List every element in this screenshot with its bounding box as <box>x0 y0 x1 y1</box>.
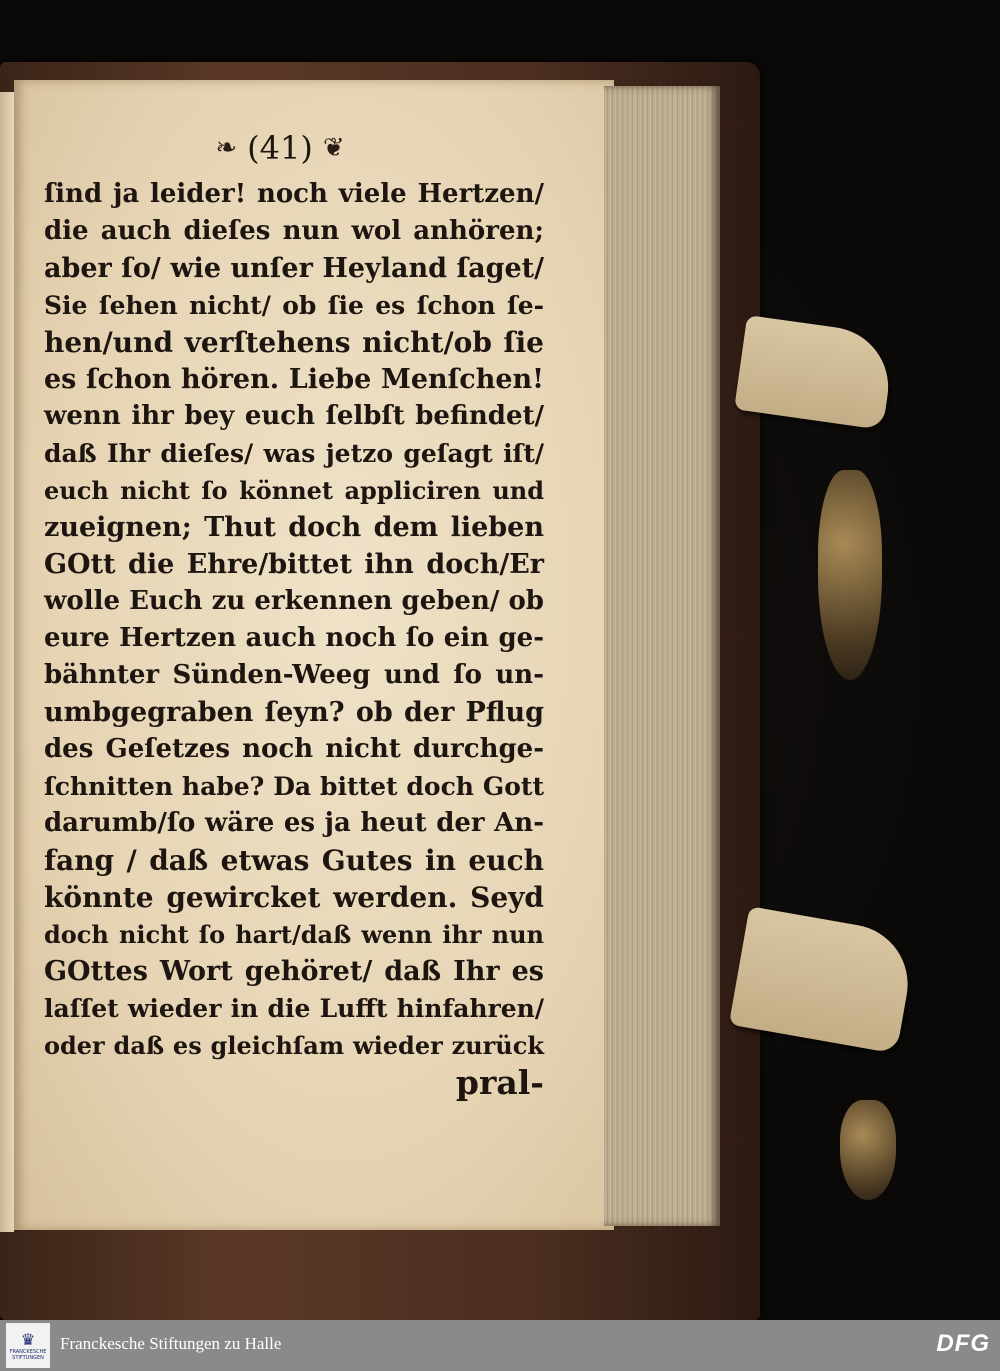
text-line: darumb/ſo wäre es ja heut der An- <box>44 808 544 838</box>
text-line: euch nicht ſo könnet appliciren und <box>44 476 544 505</box>
text-line: zueignen; Thut doch dem lieben <box>44 512 544 543</box>
text-line: eure Hertzen auch noch ſo ein ge- <box>44 623 544 653</box>
text-line: daß Ihr dieſes/ was jetzo geſagt iſt/ <box>44 439 544 468</box>
ornament-left-icon: ❧ <box>215 133 238 163</box>
footer-bar <box>0 1320 1000 1371</box>
clasp-metal-bottom <box>840 1100 896 1200</box>
text-line: GOttes Wort gehöret/ daß Ihr es <box>44 956 544 987</box>
text-line: umbgegraben ſeyn? ob der Pflug <box>44 697 544 728</box>
institution-link[interactable]: Franckesche Stiftungen zu Halle <box>60 1334 282 1353</box>
text-line: doch nicht ſo hart/daß wenn ihr nun <box>44 920 544 949</box>
text-line: könnte gewircket werden. Seyd <box>44 881 544 914</box>
page-header <box>170 128 390 168</box>
catchword: pral- <box>455 1063 544 1102</box>
dfg-logo[interactable]: DFG <box>936 1330 990 1357</box>
text-line: wenn ihr bey euch ſelbſt befindet/ <box>44 401 544 431</box>
text-line: ſind ja leider! noch viele Hertzen/ <box>44 179 544 209</box>
text-line: GOtt die Ehre/bittet ihn doch/Er <box>44 549 544 580</box>
text-line: hen/und verſtehens nicht/ob ſie <box>44 326 544 359</box>
crown-icon: ♛ <box>20 1329 36 1349</box>
page-body-text <box>44 176 544 1101</box>
text-line: die auch dieſes nun wol anhören; <box>44 216 544 246</box>
text-line: Sie ſehen nicht/ ob ſie es ſchon ſe- <box>44 291 544 320</box>
text-line: wolle Euch zu erkennen geben/ ob <box>44 586 544 616</box>
text-line: des Geſetzes noch nicht durchge- <box>44 734 544 764</box>
text-line: ſchnitten habe? Da bittet doch Gott <box>44 772 544 801</box>
clasp-metal-top <box>818 470 882 680</box>
text-line: es ſchon hören. Liebe Menſchen! <box>44 364 544 395</box>
left-page-edge <box>0 92 14 1232</box>
text-line: laſſet wieder in die Lufft hinfahren/ <box>44 994 544 1023</box>
franckesche-logo[interactable] <box>6 1323 50 1368</box>
text-line: fang / daß etwas Gutes in euch <box>44 844 544 877</box>
page-number: (41) <box>247 129 313 167</box>
text-line: bähnter Sünden-Weeg und ſo un- <box>44 660 544 690</box>
page-block-edges <box>604 86 720 1226</box>
logo-text-top: FRANCKESCHE <box>9 1348 47 1355</box>
text-line: aber ſo/ wie unſer Heyland ſaget/ <box>44 253 544 284</box>
logo-text-bottom: STIFTUNGEN <box>12 1354 44 1361</box>
text-line: oder daß es gleichſam wieder zurück <box>44 1031 544 1060</box>
ornament-right-icon: ❦ <box>322 133 345 163</box>
